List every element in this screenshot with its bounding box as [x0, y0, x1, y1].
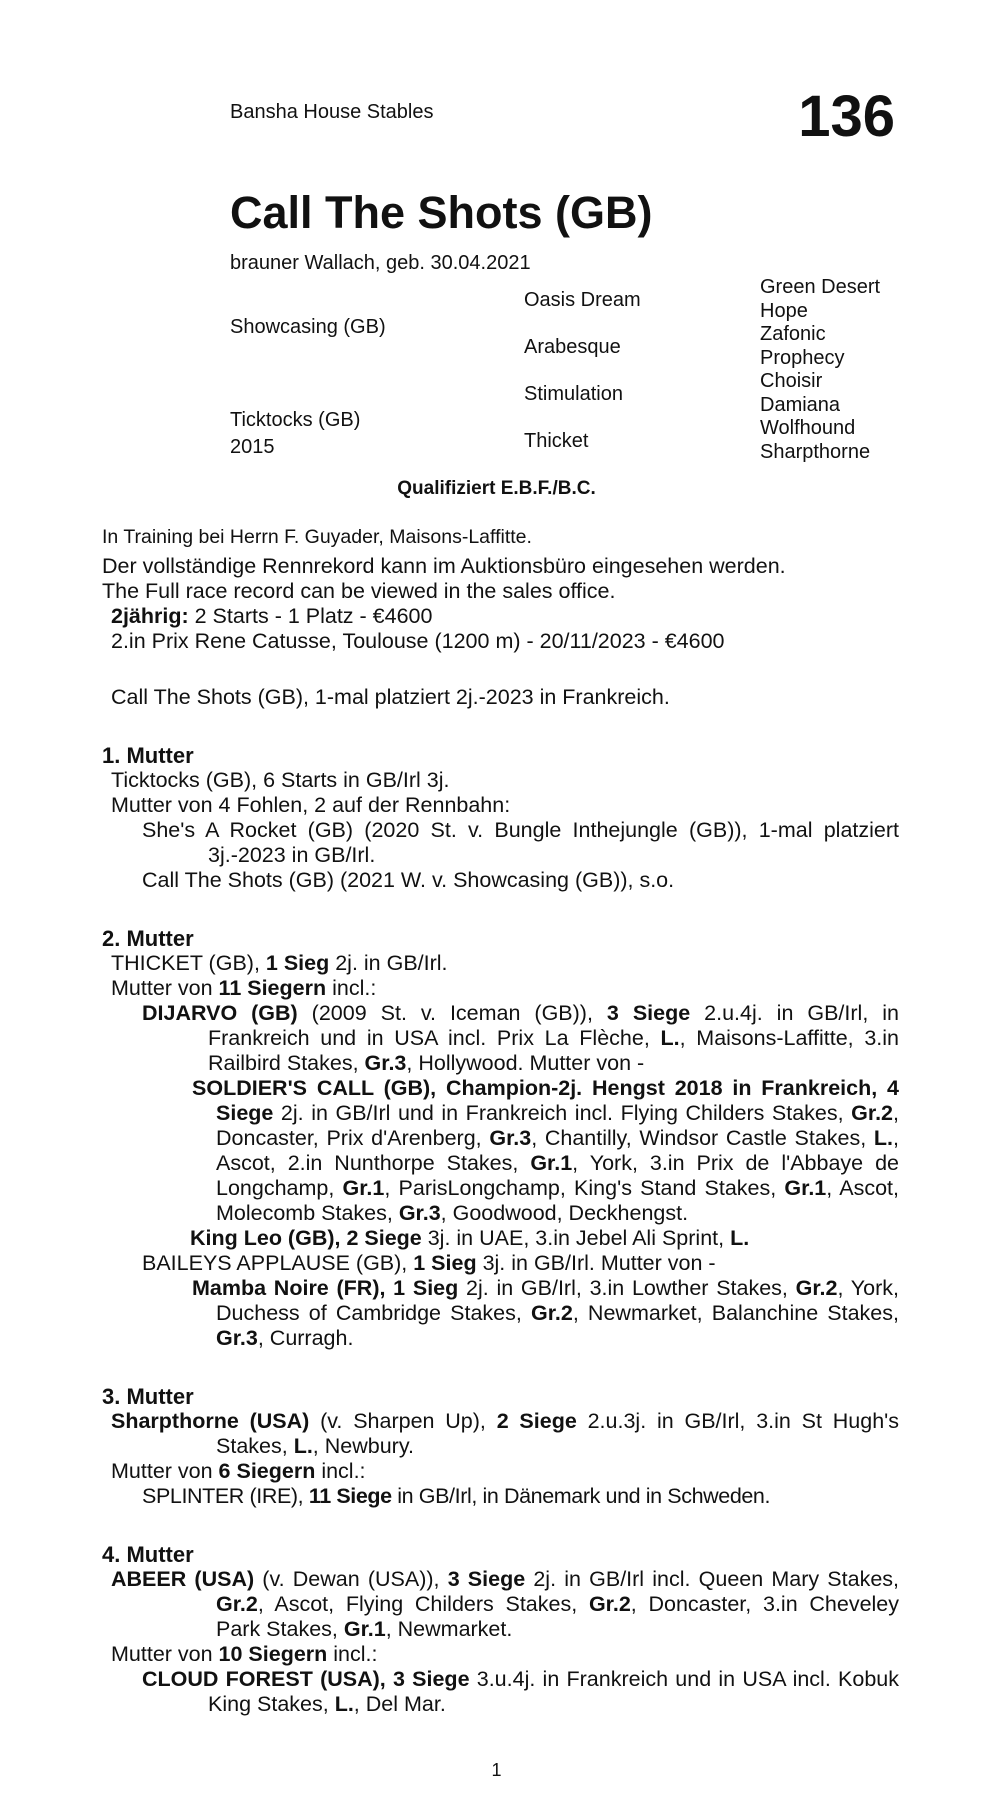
race-record-label: 2jährig: — [111, 604, 189, 628]
section-heading: 4. Mutter — [102, 1542, 194, 1567]
horse-description: brauner Wallach, geb. 30.04.2021 — [230, 252, 531, 274]
record-note-en: The Full race record can be viewed in the sales office. — [102, 579, 616, 603]
pedigree-dam: Ticktocks (GB) — [230, 409, 361, 431]
section-heading: 3. Mutter — [102, 1384, 194, 1409]
pedigree-gen3: Hope — [760, 300, 808, 322]
foal-entry-baileys-applause: BAILEYS APPLAUSE (GB), 1 Sieg 3j. in GB/Irl. Mutter von - — [142, 1251, 716, 1275]
pedigree-gen3: Prophecy — [760, 347, 845, 369]
foal-entry-cloud-forest: CLOUD FOREST (USA), 3 Siege 3.u.4j. in Frankreich und in USA incl. Kobuk King Stakes, L., Del Mar. — [142, 1667, 899, 1716]
dam-line: THICKET (GB), 1 Sieg 2j. in GB/Irl. — [111, 951, 448, 975]
pedigree-gen3: Wolfhound — [760, 417, 856, 439]
section-heading: 2. Mutter — [102, 926, 194, 951]
dam-line: Sharpthorne (USA) (v. Sharpen Up), 2 Siege 2.u.3j. in GB/Irl, 3.in St Hugh's Stakes, L., Newbury. — [111, 1409, 900, 1458]
consignor: Bansha House Stables — [230, 101, 434, 123]
produce-line: Mutter von 10 Siegern incl.: — [111, 1642, 378, 1666]
foal-entry-mamba-noire: Mamba Noire (FR), 1 Sieg 2j. in GB/Irl, 3.in Lowther Stakes, Gr.2, York, Duchess of Cambridge Stakes, Gr.2, Newmarket, Balanchine Stakes, Gr.3, Curragh. — [192, 1276, 900, 1350]
pedigree-gen3: Damiana — [760, 394, 841, 416]
pedigree-dam-dam: Thicket — [524, 430, 589, 452]
pedigree-gen3: Choisir — [760, 370, 823, 392]
foal-entry-dijarvo: DIJARVO (GB) (2009 St. v. Iceman (GB)), 3 Siege 2.u.4j. in GB/Irl, in Frankreich und in USA incl. Prix La Flèche, L., Maisons-Laffitte, 3.in Railbird Stakes, Gr.3, Hollywood. Mutter von - — [142, 1001, 899, 1075]
foal-entry-king-leo: King Leo (GB), 2 Siege 3j. in UAE, 3.in Jebel Ali Sprint, L. — [190, 1226, 750, 1250]
pedigree-gen3: Sharpthorne — [760, 441, 871, 463]
dam-line: ABEER (USA) (v. Dewan (USA)), 3 Siege 2j. in GB/Irl incl. Queen Mary Stakes, Gr.2, Ascot, Flying Childers Stakes, Gr.2, Doncaster, 3.in Cheveley Park Stakes, Gr.1, Newmarket. — [111, 1567, 900, 1641]
foal-entry: Call The Shots (GB) (2021 W. v. Showcasing (GB)), s.o. — [142, 868, 675, 892]
lot-number: 136 — [798, 84, 895, 149]
pedigree-sire-dam: Arabesque — [524, 336, 621, 358]
pedigree-sire-sire: Oasis Dream — [524, 289, 641, 311]
summary-line: Call The Shots (GB), 1-mal platziert 2j.-2023 in Frankreich. — [111, 685, 670, 709]
pedigree-dam-sire: Stimulation — [524, 383, 623, 405]
page-number: 1 — [491, 1760, 502, 1780]
pedigree-gen3: Zafonic — [760, 323, 826, 345]
race-record-detail: 2.in Prix Rene Catusse, Toulouse (1200 m) - 20/11/2023 - €4600 — [111, 629, 725, 653]
dam-line: Ticktocks (GB), 6 Starts in GB/Irl 3j. — [111, 768, 450, 792]
pedigree-sire: Showcasing (GB) — [230, 316, 386, 338]
foal-entry-soldiers-call: SOLDIER'S CALL (GB), Champion-2j. Hengst 2018 in Frankreich, 4 Siege 2j. in GB/Irl und in Frankreich incl. Flying Childers Stakes, Gr.2, Doncaster, Prix d'Arenberg, Gr.3, Chantilly, Windsor Castle Stakes, L., Ascot, 2.in Nunthorpe Stakes, Gr.1, York, 3.in Prix de l'Abbaye de Longchamp, Gr.1, ParisLongchamp, King's Stand Stakes, Gr.1, Ascot, Molecomb Stakes, Gr.3, Goodwood, Deckhengst. — [192, 1076, 899, 1225]
race-record-summary: 2jährig: 2 Starts - 1 Platz - €4600 — [111, 604, 433, 628]
produce-line: Mutter von 4 Fohlen, 2 auf der Rennbahn: — [111, 793, 511, 817]
foal-entry-splinter: SPLINTER (IRE), 11 Siege in GB/Irl, in Dänemark und in Schweden. — [142, 1484, 771, 1508]
section-heading: 1. Mutter — [102, 743, 194, 768]
record-note-de: Der vollständige Rennrekord kann im Auktionsbüro eingesehen werden. — [102, 554, 786, 578]
qualification: Qualifiziert E.B.F./B.C. — [397, 478, 596, 499]
pedigree-dam-year: 2015 — [230, 436, 275, 458]
foal-entry: She's A Rocket (GB) (2020 St. v. Bungle Inthejungle (GB)), 1-mal platziert 3j.-2023 in GB/Irl. — [142, 818, 899, 867]
produce-line: Mutter von 11 Siegern incl.: — [111, 976, 377, 1000]
produce-line: Mutter von 6 Siegern incl.: — [111, 1459, 366, 1483]
pedigree-gen3: Green Desert — [760, 276, 881, 298]
horse-name: Call The Shots (GB) — [230, 187, 653, 238]
training-note: In Training bei Herrn F. Guyader, Maisons-Laffitte. — [102, 526, 532, 548]
catalogue-body — [102, 525, 899, 1717]
